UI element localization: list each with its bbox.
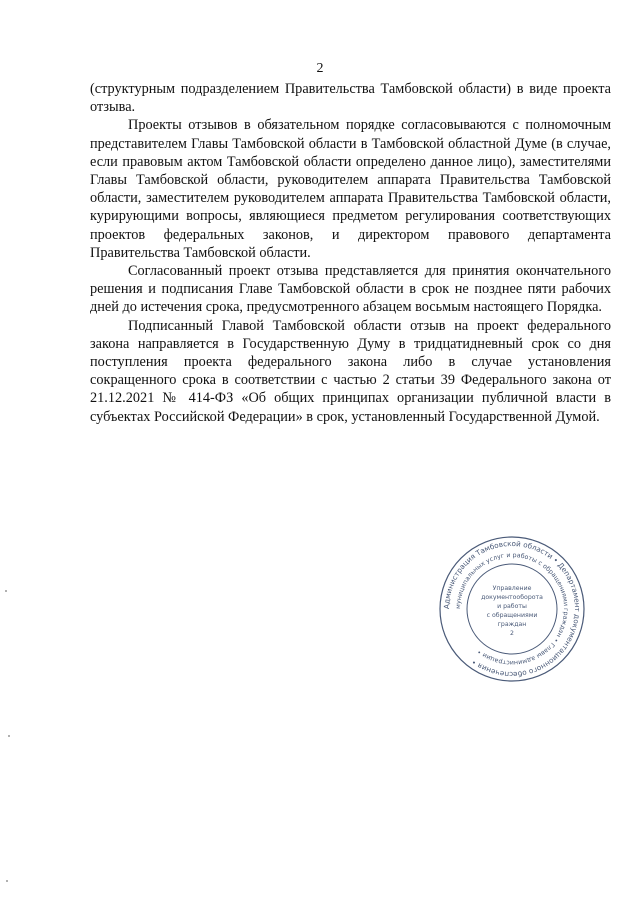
paragraph-submission: Согласованный проект отзыва представляется для принятия окончательного решения и подписания Главе Тамбовской области в срок не позднее пяти рабочих дней до истечения срока, предусмотренного абзацем восьмым настоящего Порядка.: [90, 263, 611, 316]
official-seal-stamp: [438, 535, 586, 683]
svg-text:граждан: граждан: [497, 621, 527, 628]
paragraph-approval: Проекты отзывов в обязательном порядке согласовываются с полномочным представителем Главы Тамбовской области в Тамбовской областной Думе (в случае, если правовым актом Тамбовской области определено данное лицо), заместителями Главы Тамбовской области, руководителем аппарата Правительства Тамбовской области, заместителем руководителем аппарата Правительства Тамбовской области, курирующими вопросы, являющиеся предметом регулирования соответствующих проектов федеральных законов, и директором правового департамента Правительства Тамбовской области.: [90, 117, 611, 261]
svg-text:с обращениями: с обращениями: [486, 612, 538, 619]
document-body: [90, 80, 611, 426]
seal-center-text: [481, 585, 543, 637]
seal-inner-text: муниципальных услуг и работы с обращениями граждан • Главы администрации •: [454, 551, 570, 667]
page-number: 2: [316, 61, 324, 76]
paragraph-continuation: (структурным подразделением Правительства Тамбовской области) в виде проекта отзыва.: [90, 81, 611, 116]
paragraph-sending: Подписанный Главой Тамбовской области отзыв на проект федерального закона направляется в Государственную Думу в тридцатидневный срок со дня поступления проекта федерального закона либо в случае установления сокращенного срока в соответствии с частью 2 статьи 39 Федерального закона от 21.12.2021 № 414-ФЗ «Об общих принципах организации публичной власти в субъектах Российской Федерации» в срок, установленный Государственной Думой.: [90, 317, 611, 425]
seal-graphic: [438, 535, 586, 683]
svg-text:и работы: и работы: [497, 603, 527, 610]
scan-speck: [5, 590, 7, 592]
scan-speck: [8, 735, 10, 737]
seal-outer-text: Администрация Тамбовской области • Департамент документационного обеспечения •: [441, 538, 583, 680]
svg-text:Управление: Управление: [492, 585, 532, 592]
scan-speck: [6, 880, 8, 882]
svg-text:2: 2: [510, 630, 514, 637]
svg-text:документооборота: документооборота: [481, 594, 543, 601]
